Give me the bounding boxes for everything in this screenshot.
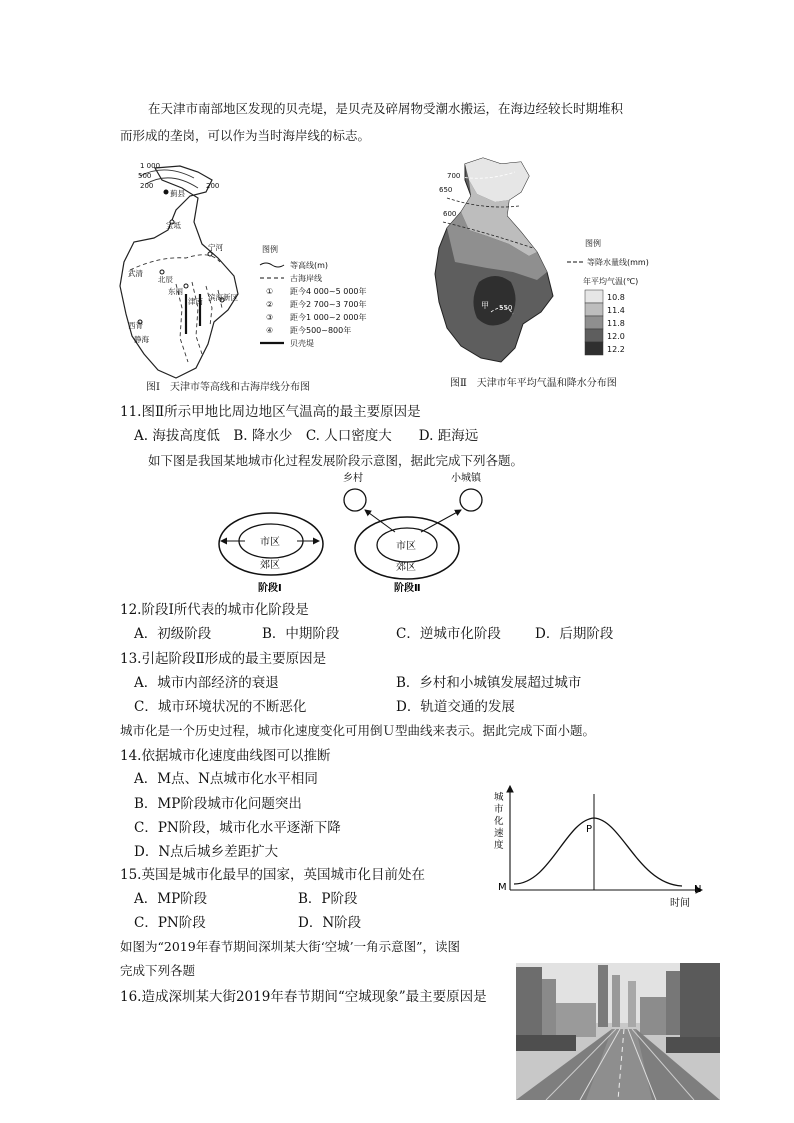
place-label: 津南 [188,297,203,306]
curve-ylabel: 城市化速度 [494,792,504,851]
tianjin-contour-map [110,158,390,398]
legend-contour-symbol [260,263,284,267]
q15-option-b: B．P阶段 [298,891,358,907]
legend-mark: ③ [266,313,274,322]
q15-option-c: C．PN阶段 [134,915,206,931]
curve-xlabel: 时间 [670,898,690,909]
legend-mark: ② [266,300,274,309]
intro-2: 如下图是我国某地城市化过程发展阶段示意图，据此完成下列各题。 [148,453,524,468]
place-label: 西青 [128,321,143,330]
q15-option-d: D．N阶段 [298,915,362,931]
intro-3: 城市化是一个历史过程，城市化速度变化可用倒Ｕ型曲线来表示。据此完成下面小题。 [120,723,596,738]
q12-option-d: D．后期阶段 [535,626,614,642]
legend-title: 图例 [262,245,278,254]
label-stage-1: 阶段Ⅰ [258,583,282,594]
q12-option-a: A．初级阶段 [134,626,212,642]
legend-item: 距今2 700~3 700年 [290,300,367,309]
temp-swatch [585,329,603,342]
contour-label: 200 [140,182,154,190]
place-label: 宁河 [208,243,223,252]
q15-option-a: A．MP阶段 [134,891,208,907]
q11-options: A. 海拔高度低 B. 降水少 C. 人口密度大 D. 距海远 [134,428,479,444]
map1-caption: 图Ⅰ 天津市等高线和古海岸线分布图 [146,382,310,393]
temp-label: 12.2 [607,345,625,354]
place-label: 蓟县 [170,189,185,198]
contour-label: 500 [138,172,152,180]
legend-title: 图例 [585,239,601,248]
legend-item: 贝壳堤 [290,339,314,348]
q12-option-b: B．中期阶段 [262,626,340,642]
curve-label-m: M [498,882,507,893]
place-label: 武清 [128,269,143,278]
label-suburb-2: 郊区 [396,562,416,573]
q14-option-b: B．MP阶段城市化问题突出 [134,796,302,812]
temp-swatch [585,290,603,303]
q13-stem: 13.引起阶段Ⅱ形成的最主要原因是 [120,651,327,667]
tianjin-climate-map [425,152,665,372]
legend-isohyet-label: 等降水量线(mm) [587,258,649,267]
legend-item: 等高线(m) [290,261,329,270]
isohyet-label: 550 [499,304,513,312]
q14-option-c: C．PN阶段，城市化水平逐渐下降 [134,820,341,836]
intro-4-line-2: 完成下列各题 [120,963,196,978]
temp-swatch [585,342,603,355]
isohyet-label: 700 [447,172,461,180]
label-city-1: 市区 [260,537,280,548]
q12-option-c: C．逆城市化阶段 [396,626,501,642]
q14-stem: 14.依据城市化速度曲线图可以推断 [120,748,331,764]
label-stage-2: 阶段Ⅱ [394,583,421,594]
q16-stem: 16.造成深圳某大街2019年春节期间“空城现象”最主要原因是 [120,989,487,1005]
map2-marker-jia: 甲 [481,301,489,310]
legend-item: 距今500~800年 [290,326,352,335]
q15-stem: 15.英国是城市化最早的国家，英国城市化目前处在 [120,867,425,883]
temp-label: 10.8 [607,293,625,302]
legend-mark: ④ [266,326,274,335]
label-village: 乡村 [343,473,363,484]
q14-option-a: A．M点、N点城市化水平相同 [134,771,318,787]
isohyet-label: 600 [443,210,457,218]
isohyet-label: 650 [439,186,453,194]
temp-label: 11.8 [607,319,625,328]
temp-swatch [585,303,603,316]
curve-label-p: P [586,824,593,835]
q13-option-d: D．轨道交通的发展 [396,699,515,715]
contour-label: 200 [206,182,220,190]
map2-caption: 图Ⅱ 天津市年平均气温和降水分布图 [450,378,617,389]
q12-stem: 12.阶段Ⅰ所代表的城市化阶段是 [120,602,309,618]
legend-item: 古海岸线 [290,274,322,283]
place-label: 北辰 [158,275,173,284]
q14-option-d: D．N点后城乡差距扩大 [134,844,279,860]
intro-4-line-1: 如图为“2019年春节期间深圳某大街‘空城’一角示意图”，读图 [120,939,461,954]
q13-option-c: C．城市环境状况的不断恶化 [134,699,307,715]
place-label: 宝坻 [166,221,181,230]
temp-label: 12.0 [607,332,625,341]
q13-option-b: B．乡村和小城镇发展超过城市 [396,675,582,691]
urbanization-stage-diagram [215,470,505,595]
place-label: 东丽 [168,287,183,296]
legend-item: 距今1 000~2 000年 [290,313,367,322]
contour-label: 1 000 [140,162,161,170]
curve-label-n: N [694,884,702,895]
label-suburb-1: 郊区 [260,560,280,571]
urbanization-speed-curve [470,780,710,910]
intro-line-2: 而形成的垄岗，可以作为当时海岸线的标志。 [120,128,371,143]
temp-swatch [585,316,603,329]
legend-temp-title: 年平均气温(℃) [583,277,639,286]
place-label: 滨海新区 [208,293,238,302]
intro-line-1: 在天津市南部地区发现的贝壳堤，是贝壳及碎屑物受潮水搬运，在海边经较长时期堆积 [148,101,624,116]
legend-item: 距今4 000~5 000年 [290,287,367,296]
q11-stem: 11.图Ⅱ所示甲地比周边地区气温高的最主要原因是 [120,404,421,420]
q13-option-a: A．城市内部经济的衰退 [134,675,279,691]
legend-mark: ① [266,287,274,296]
temp-label: 11.4 [607,306,625,315]
place-label: 静海 [134,335,149,344]
empty-street-photo [516,963,720,1100]
label-town: 小城镇 [451,473,481,484]
label-city-2: 市区 [396,541,416,552]
